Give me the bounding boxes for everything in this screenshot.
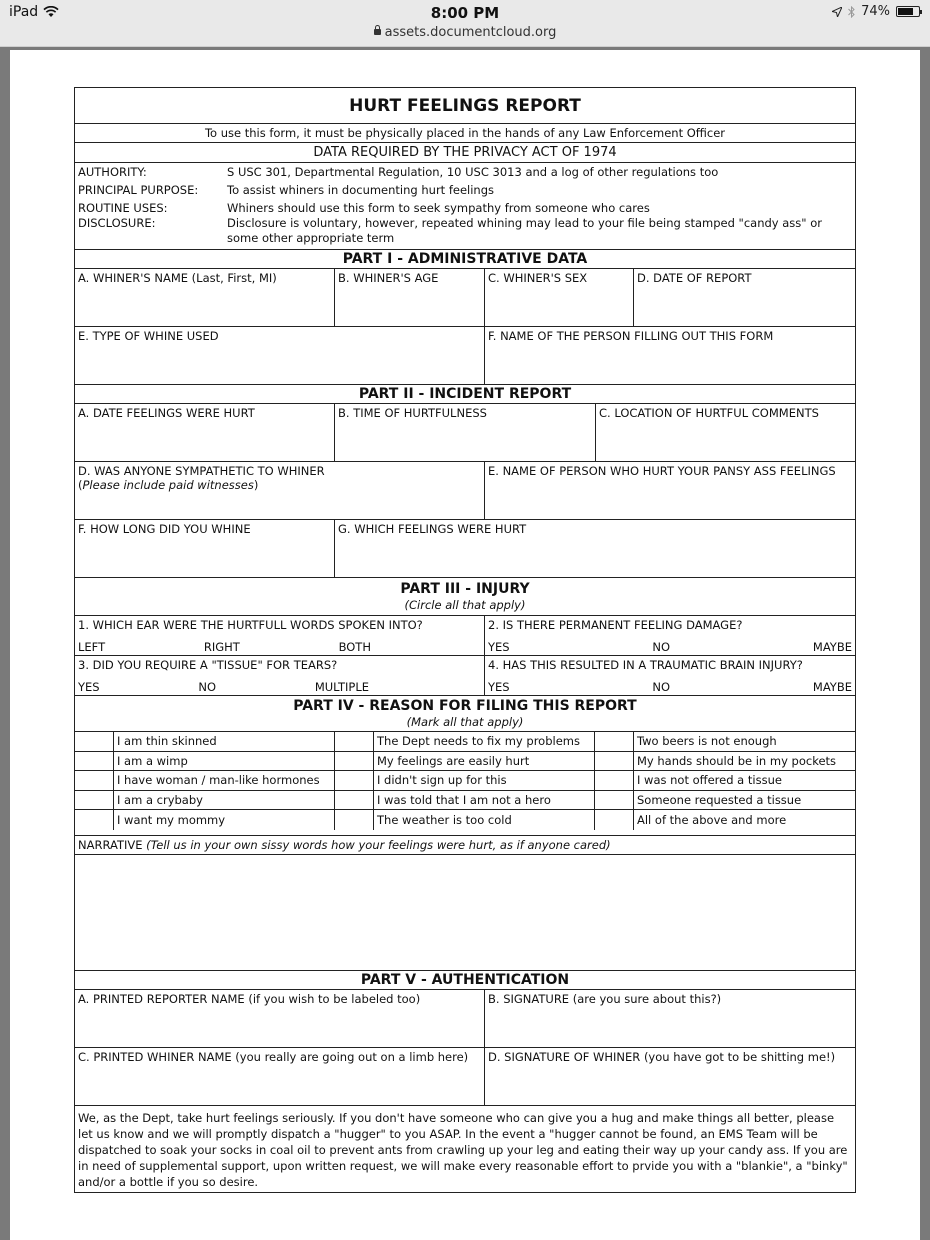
reason-row xyxy=(75,810,855,830)
person-filling-form-field[interactable]: F. NAME OF THE PERSON FILLING OUT THIS FORM xyxy=(488,329,774,343)
reason-label: I am a wimp xyxy=(114,752,335,771)
url-text: assets.documentcloud.org xyxy=(384,25,557,40)
reason-label: I was told that I am not a hero xyxy=(374,791,595,810)
bluetooth-icon xyxy=(848,6,855,18)
reason-label: Two beers is not enough xyxy=(637,734,777,749)
reason-row xyxy=(75,732,855,752)
address-bar[interactable] xyxy=(0,25,930,40)
reason-checkbox[interactable] xyxy=(335,732,374,751)
sympathetic-field[interactable]: D. WAS ANYONE SYMPATHETIC TO WHINER (Please include paid witnesses) xyxy=(75,462,485,519)
reason-label: The weather is too cold xyxy=(374,810,595,830)
question-tissue: 3. DID YOU REQUIRE A "TISSUE" FOR TEARS? YES NO MULTIPLE xyxy=(75,656,485,695)
paid-witnesses-note: (Please include paid witnesses) xyxy=(78,478,259,492)
whiners-sex-field[interactable]: C. WHINER'S SEX xyxy=(485,269,634,326)
date-feelings-hurt-field[interactable]: A. DATE FEELINGS WERE HURT xyxy=(75,404,335,461)
option-yes[interactable]: YES xyxy=(488,640,510,654)
question-ear: 1. WHICH EAR WERE THE HURTFULL WORDS SPOKEN INTO? LEFT RIGHT BOTH xyxy=(75,616,485,655)
battery-icon xyxy=(896,6,920,17)
option-multiple[interactable]: MULTIPLE xyxy=(314,680,369,694)
part3-heading: PART III - INJURY (Circle all that apply) xyxy=(75,578,855,616)
part5-heading: PART V - AUTHENTICATION xyxy=(75,971,855,990)
how-long-whine-field[interactable]: F. HOW LONG DID YOU WHINE xyxy=(75,520,335,577)
reporter-signature-field[interactable]: B. SIGNATURE (are you sure about this?) xyxy=(488,991,722,1006)
battery-percent: 74% xyxy=(861,4,890,19)
reason-label: I am thin skinned xyxy=(114,732,335,751)
privacy-routine-uses: ROUTINE USES: Whiners should use this form to seek sympathy from someone who cares xyxy=(78,201,650,215)
reason-row xyxy=(75,791,855,811)
reason-row xyxy=(75,771,855,791)
part3-row1 xyxy=(75,616,855,656)
narrative-label: NARRATIVE (Tell us in your own sissy words how your feelings were hurt, as if anyone cared) xyxy=(75,836,855,855)
form-title: HURT FEELINGS REPORT xyxy=(75,88,855,124)
part2-row3 xyxy=(75,520,855,578)
reason-checkbox[interactable] xyxy=(75,791,114,810)
option-maybe[interactable]: MAYBE xyxy=(812,640,852,654)
privacy-section xyxy=(75,163,855,250)
reason-label: I am a crybaby xyxy=(114,791,335,810)
part1-row1 xyxy=(75,269,855,327)
reason-checkbox[interactable] xyxy=(335,752,374,771)
reason-checkbox[interactable] xyxy=(75,752,114,771)
part1-row2 xyxy=(75,327,855,385)
part2-row1 xyxy=(75,404,855,462)
reason-checkbox[interactable] xyxy=(75,810,114,830)
reason-checkbox[interactable] xyxy=(595,732,634,751)
part1-heading: PART I - ADMINISTRATIVE DATA xyxy=(75,250,855,269)
option-no[interactable]: NO xyxy=(652,640,671,654)
option-no[interactable]: NO xyxy=(198,680,217,694)
document-page xyxy=(10,50,920,1240)
reason-checkbox[interactable] xyxy=(335,771,374,790)
whiners-name-field[interactable]: A. WHINER'S NAME (Last, First, MI) xyxy=(75,269,335,326)
reason-row xyxy=(75,752,855,772)
printed-whiner-name-field[interactable]: C. PRINTED WHINER NAME (you really are going out on a limb here) xyxy=(75,1048,485,1105)
clock: 8:00 PM xyxy=(430,4,500,22)
footer-statement: We, as the Dept, take hurt feelings seriously. If you don't have someone who can give you a hug and make things all better, please let us know and we will promptly dispatch a "hugger" to you ASAP. In the event a "hugger cannot be found, an EMS Team will be dispatched to soak your socks in coal oil to prevent ants from crawling up your leg and eating their way up your candy ass. If you are in need of supplemental support, upon written request, we will make every reasonable effort to prvide you with a "blankie", a "binky" and/or a bottle if you so desire. xyxy=(78,1110,848,1189)
reason-checkbox[interactable] xyxy=(595,752,634,771)
which-feelings-field[interactable]: G. WHICH FEELINGS WERE HURT xyxy=(338,522,527,536)
reason-label: The Dept needs to fix my problems xyxy=(374,732,595,751)
location-of-comments-field[interactable]: C. LOCATION OF HURTFUL COMMENTS xyxy=(599,406,819,420)
location-arrow-icon xyxy=(832,7,842,17)
option-yes[interactable]: YES xyxy=(488,680,510,694)
reason-checkbox[interactable] xyxy=(75,732,114,751)
option-no[interactable]: NO xyxy=(652,680,671,694)
option-left[interactable]: LEFT xyxy=(78,640,106,654)
status-bar xyxy=(0,0,930,47)
status-right xyxy=(832,4,920,19)
time-of-hurtfulness-field[interactable]: B. TIME OF HURTFULNESS xyxy=(335,404,596,461)
whiners-age-field[interactable]: B. WHINER'S AGE xyxy=(335,269,485,326)
question-permanent-damage: 2. IS THERE PERMANENT FEELING DAMAGE? YES NO MAYBE xyxy=(488,618,852,654)
part3-row2 xyxy=(75,656,855,696)
date-of-report-field[interactable]: D. DATE OF REPORT xyxy=(637,271,752,285)
reason-label: I was not offered a tissue xyxy=(637,773,782,788)
reason-label: All of the above and more xyxy=(637,812,787,827)
reasons-table xyxy=(75,732,855,830)
privacy-purpose: PRINCIPAL PURPOSE: To assist whiners in documenting hurt feelings xyxy=(78,183,495,197)
reason-checkbox[interactable] xyxy=(75,771,114,790)
reason-label: I want my mommy xyxy=(114,810,335,830)
option-maybe[interactable]: MAYBE xyxy=(812,680,852,694)
narrative-field[interactable] xyxy=(75,855,855,971)
part4-heading: PART IV - REASON FOR FILING THIS REPORT (Mark all that apply) xyxy=(75,696,855,732)
hurt-feelings-form xyxy=(74,87,856,1193)
device-label: iPad xyxy=(9,4,39,20)
reason-label: My feelings are easily hurt xyxy=(374,752,595,771)
part2-row2 xyxy=(75,462,855,520)
privacy-authority: AUTHORITY: S USC 301, Departmental Regulation, 10 USC 3013 and a log of other regulations too xyxy=(78,165,719,179)
part5-row2 xyxy=(75,1048,855,1106)
reason-checkbox[interactable] xyxy=(595,810,634,830)
privacy-disclosure: DISCLOSURE: Disclosure is voluntary, however, repeated whining may lead to your file being stamped "candy ass" or some other appropriate term xyxy=(78,216,823,245)
reason-label: My hands should be in my pockets xyxy=(637,753,837,768)
part5-row1 xyxy=(75,990,855,1048)
reason-label: I have woman / man-like hormones xyxy=(114,771,335,790)
printed-reporter-name-field[interactable]: A. PRINTED REPORTER NAME (if you wish to be labeled too) xyxy=(75,990,485,1047)
question-brain-injury: 4. HAS THIS RESULTED IN A TRAUMATIC BRAIN INJURY? YES NO MAYBE xyxy=(488,658,852,694)
person-who-hurt-field[interactable]: E. NAME OF PERSON WHO HURT YOUR PANSY ASS FEELINGS xyxy=(488,464,836,478)
type-of-whine-field[interactable]: E. TYPE OF WHINE USED xyxy=(75,327,485,384)
option-yes[interactable]: YES xyxy=(78,680,100,694)
option-both[interactable]: BOTH xyxy=(338,640,371,654)
reason-label: I didn't sign up for this xyxy=(374,771,595,790)
part2-heading: PART II - INCIDENT REPORT xyxy=(75,385,855,404)
reason-label: Someone requested a tissue xyxy=(637,792,802,807)
reason-checkbox[interactable] xyxy=(595,771,634,790)
reason-checkbox[interactable] xyxy=(335,791,374,810)
reason-checkbox[interactable] xyxy=(595,791,634,810)
privacy-heading: DATA REQUIRED BY THE PRIVACY ACT OF 1974 xyxy=(75,143,855,163)
reason-checkbox[interactable] xyxy=(335,810,374,830)
lock-icon xyxy=(374,29,381,35)
whiner-signature-field[interactable]: D. SIGNATURE OF WHINER (you have got to be shitting me!) xyxy=(488,1049,836,1064)
option-right[interactable]: RIGHT xyxy=(203,640,240,654)
form-subtitle: To use this form, it must be physically placed in the hands of any Law Enforcement Officer xyxy=(75,124,855,143)
